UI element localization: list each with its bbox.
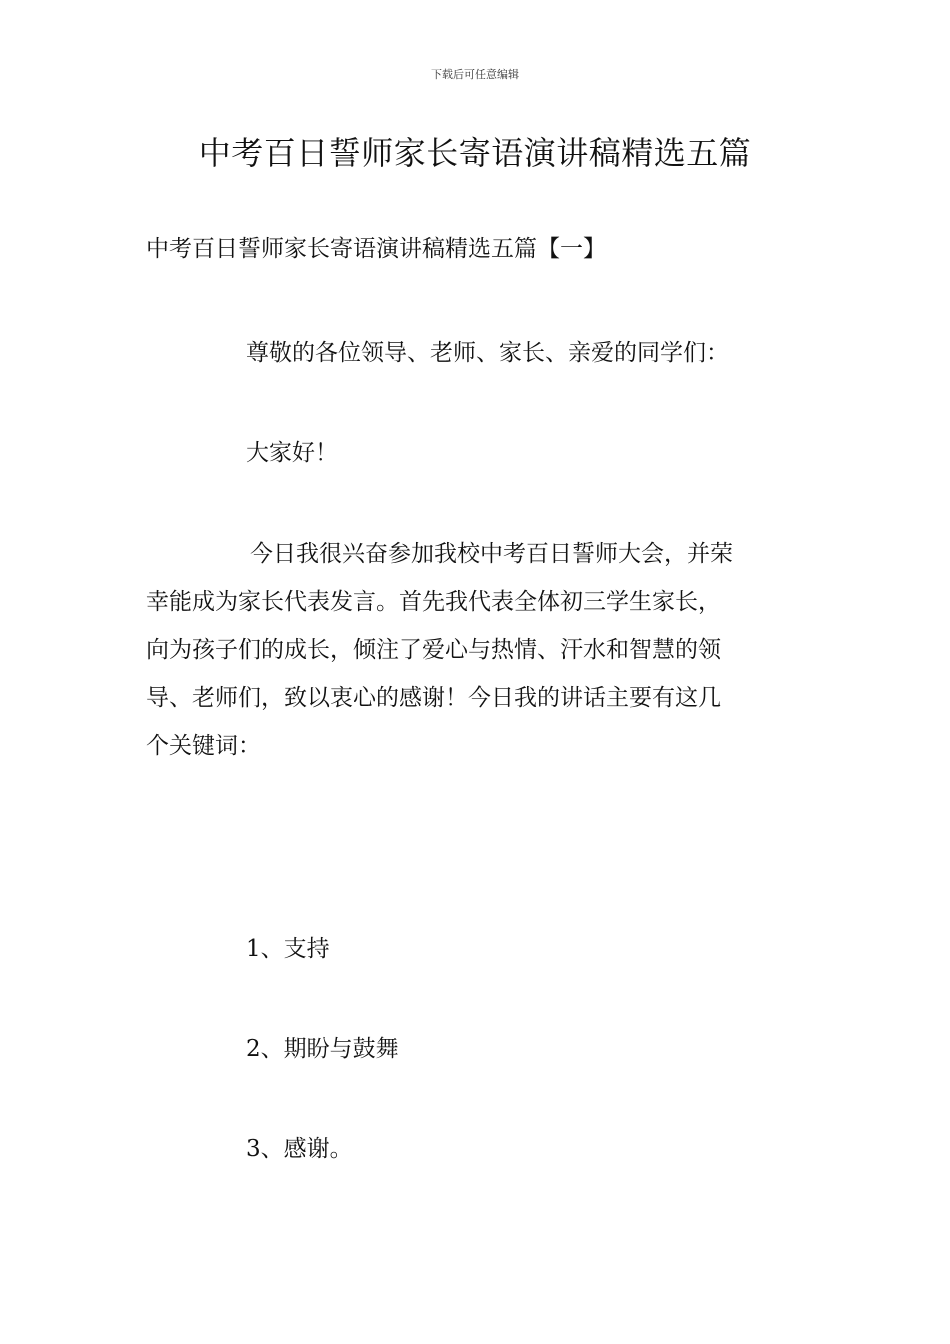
keyword-item: 2、期盼与鼓舞 xyxy=(246,1036,399,1062)
section-heading: 中考百日誓师家长寄语演讲稿精选五篇【一】 xyxy=(146,236,606,262)
document-title: 中考百日誓师家长寄语演讲稿精选五篇 xyxy=(198,134,752,172)
body-line: 今日我很兴奋参加我校中考百日誓师大会，并荣 xyxy=(250,541,733,567)
page-header-note: 下载后可任意编辑 xyxy=(431,68,519,81)
keyword-item: 3、感谢。 xyxy=(246,1136,353,1162)
greeting-paragraph: 尊敬的各位领导、老师、家长、亲爱的同学们： xyxy=(246,340,729,366)
keyword-item: 1、支持 xyxy=(246,936,330,962)
body-paragraph xyxy=(146,530,808,770)
hello-paragraph: 大家好！ xyxy=(246,440,338,466)
body-line: 个关键词： xyxy=(146,733,261,759)
body-line: 向为孩子们的成长，倾注了爱心与热情、汗水和智慧的领 xyxy=(146,637,721,663)
body-line: 幸能成为家长代表发言。首先我代表全体初三学生家长， xyxy=(146,589,721,615)
body-line: 导、老师们，致以衷心的感谢！今日我的讲话主要有这几 xyxy=(146,685,721,711)
